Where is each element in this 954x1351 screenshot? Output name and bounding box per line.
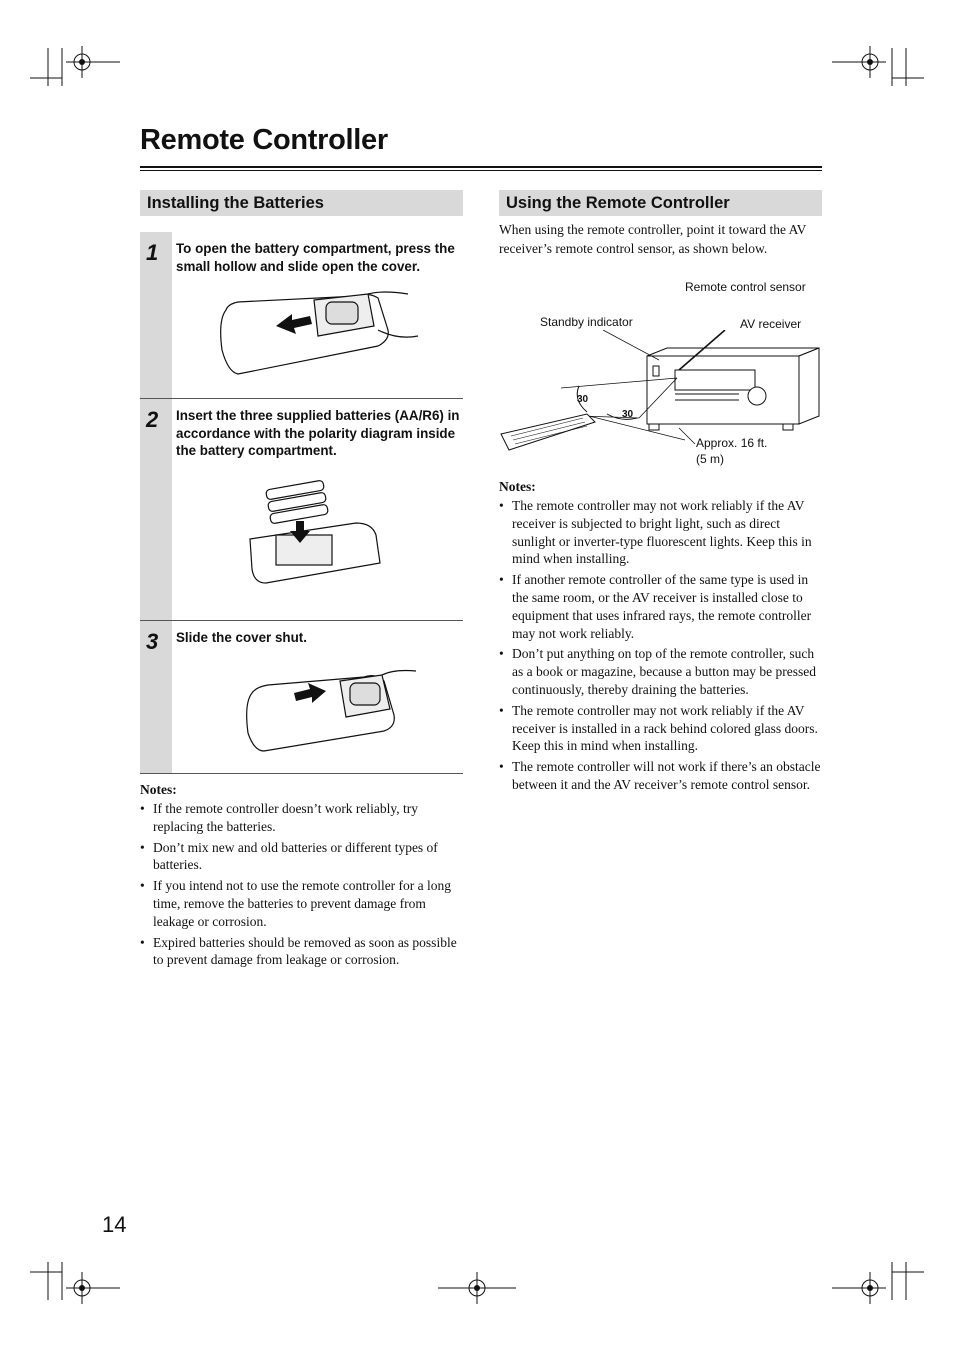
- intro-text: When using the remote controller, point it toward the AV receiver’s remote control sensor, as shown below.: [499, 222, 807, 256]
- step-number: 2: [146, 407, 159, 432]
- notes-list-right: [499, 497, 824, 797]
- section-heading-using: Using the Remote Controller: [499, 190, 822, 216]
- step-number: 3: [146, 629, 159, 654]
- step-text: Slide the cover shut.: [176, 630, 307, 645]
- close-cover-illustration: [244, 663, 424, 755]
- note-item: • The remote controller may not work reliably if the AV receiver is subjected to bright light, such as direct sunlight or inverter-type fluorescent lights. Keep this in mind when installing.: [499, 497, 824, 568]
- note-item: • Don’t put anything on top of the remote controller, such as a book or magazine, because a button may be pressed continuously, thereby draining the batteries.: [499, 645, 824, 698]
- av-receiver-label: AV receiver: [740, 317, 802, 331]
- step-1: [140, 232, 463, 399]
- standby-indicator-label: Standby indicator: [540, 315, 633, 329]
- remote-sensor-label: Remote control sensor: [685, 280, 806, 294]
- note-item: • Expired batteries should be removed as soon as possible to prevent damage from leakage or corrosion.: [140, 934, 464, 970]
- step-text: To open the battery compartment, press the small hollow and slide open the cover.: [176, 241, 455, 274]
- insert-batteries-illustration: [246, 479, 396, 589]
- angle-label-top: 30: [577, 394, 589, 405]
- distance-label-ft: Approx. 16 ft.: [696, 436, 768, 450]
- title-rule: [140, 166, 822, 168]
- angle-label-bottom: 30: [622, 409, 634, 420]
- notes-list-left: [140, 800, 464, 972]
- note-item: • If the remote controller doesn’t work reliably, try replacing the batteries.: [140, 800, 464, 836]
- notes-heading-right: Notes:: [499, 479, 536, 494]
- title-rule-thin: [140, 170, 822, 171]
- step-text: Insert the three supplied batteries (AA/R6) in accordance with the polarity diagram inside the battery compartment.: [176, 408, 460, 458]
- step-2: [140, 399, 463, 621]
- note-item: • Don’t mix new and old batteries or different types of batteries.: [140, 839, 464, 875]
- section-heading-installing: Installing the Batteries: [140, 190, 463, 216]
- page-number: 14: [102, 1212, 127, 1237]
- step-number: 1: [146, 240, 159, 265]
- notes-heading-left: Notes:: [140, 782, 177, 797]
- step-3: [140, 621, 463, 774]
- page-title: Remote Controller: [140, 124, 388, 156]
- note-item: • The remote controller will not work if there’s an obstacle between it and the AV receiver’s remote control sensor.: [499, 758, 824, 794]
- distance-label-m: (5 m): [696, 452, 724, 466]
- note-item: • The remote controller may not work reliably if the AV receiver is installed in a rack behind colored glass doors. Keep this in mind when installing.: [499, 702, 824, 755]
- note-item: • If you intend not to use the remote controller for a long time, remove the batteries to prevent damage from leakage or corrosion.: [140, 877, 464, 930]
- remote-open-cover-illustration: [218, 290, 438, 380]
- note-item: • If another remote controller of the same type is used in the same room, or the AV receiver is installed close to equipment that uses infrared rays, the remote controller may not work reliably.: [499, 571, 824, 642]
- remote-range-diagram: [499, 330, 824, 460]
